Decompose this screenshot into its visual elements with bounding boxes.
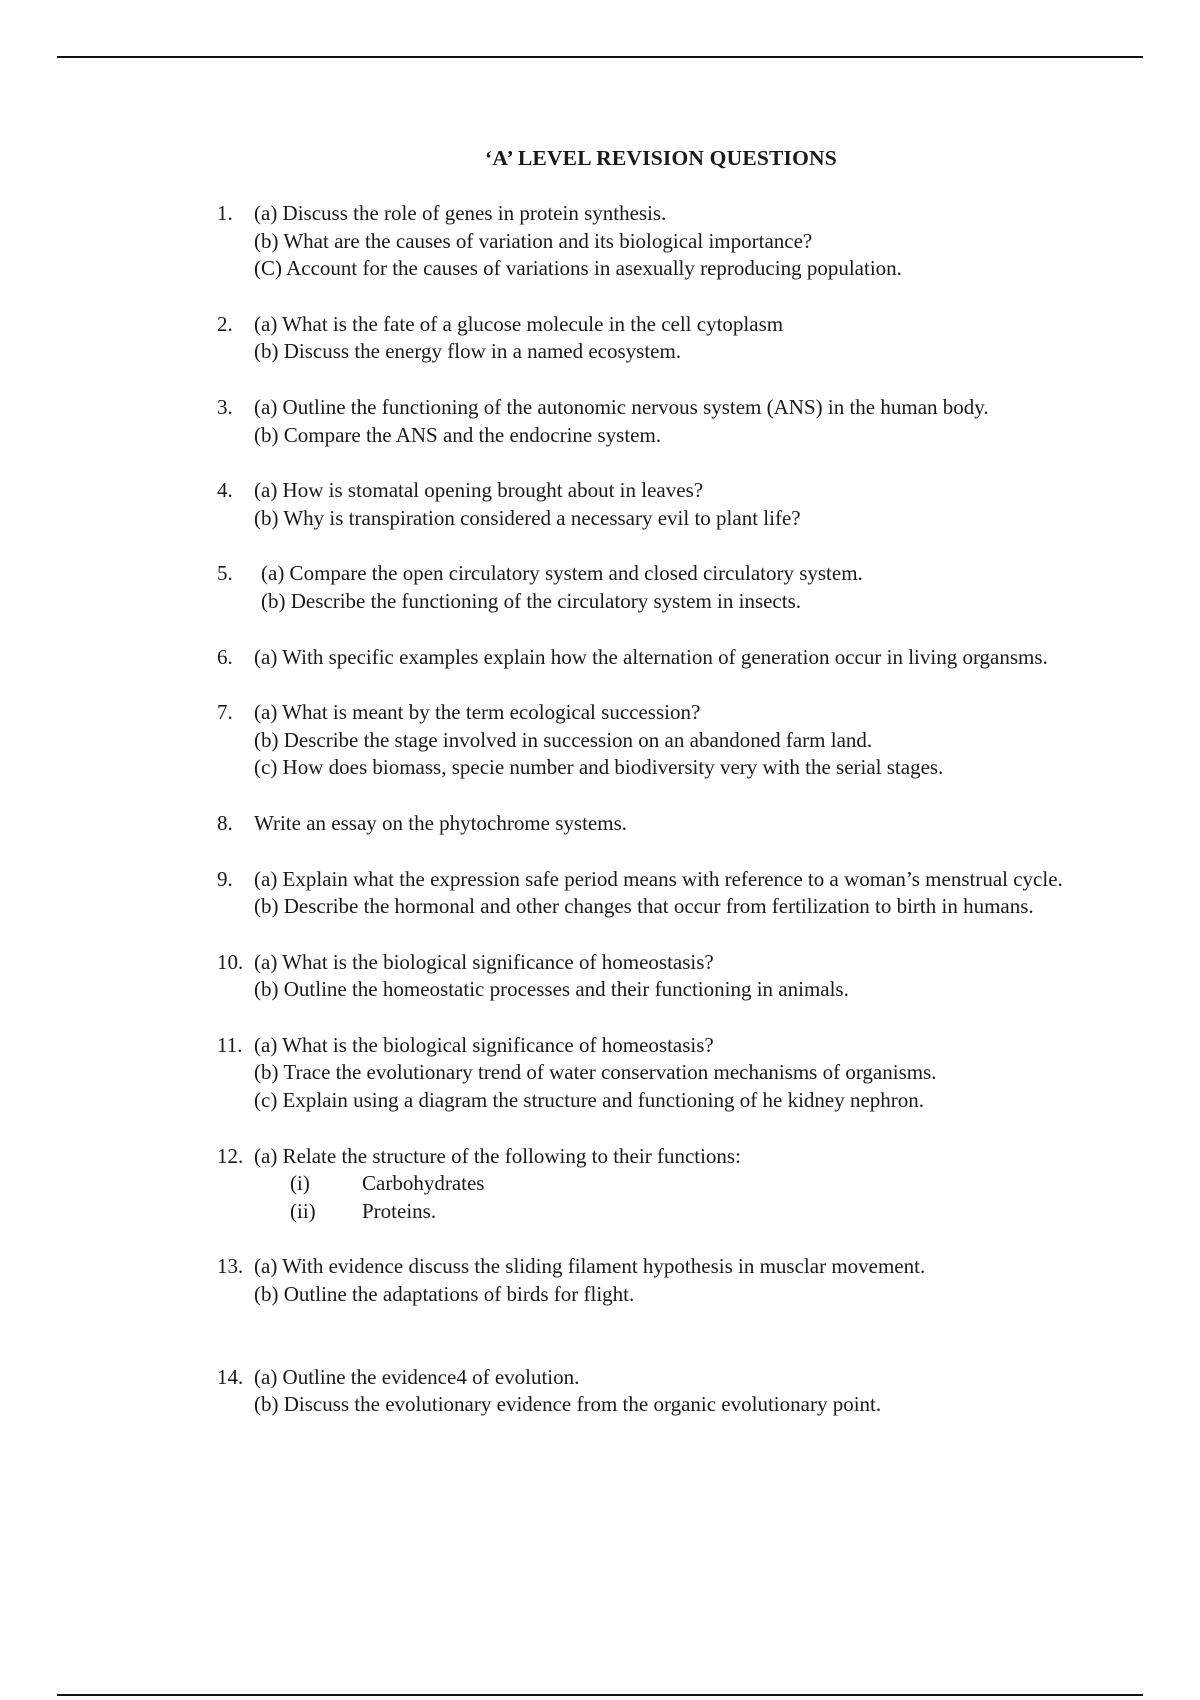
question-line: (b) Describe the hormonal and other changes that occur from fertilization to birth in humans. [254, 894, 1034, 919]
question-number: 3. [217, 394, 233, 419]
sub-item [254, 1198, 1147, 1226]
question-number: 12. [217, 1143, 244, 1168]
sub-item-text: Proteins. [362, 1198, 437, 1223]
question-line: (b) Trace the evolutionary trend of water conservation mechanisms of organisms. [254, 1060, 937, 1085]
question-11 [217, 1032, 1147, 1115]
question-14 [217, 1364, 1147, 1419]
question-line: (b) Discuss the evolutionary evidence from the organic evolutionary point. [254, 1392, 882, 1417]
question-line: (b) Compare the ANS and the endocrine system. [254, 422, 662, 447]
question-number: 6. [217, 644, 233, 669]
question-line: (a) Outline the functioning of the autonomic nervous system (ANS) in the human body. [254, 394, 989, 419]
question-line: (b) Describe the functioning of the circulatory system in insects. [261, 588, 802, 613]
question-4 [217, 477, 1147, 532]
question-line: (b) Outline the homeostatic processes and their functioning in animals. [254, 977, 849, 1002]
question-number: 7. [217, 700, 233, 725]
question-line: (C) Account for the causes of variations in asexually reproducing population. [254, 256, 902, 281]
question-number: 2. [217, 311, 233, 336]
question-number: 11. [217, 1032, 243, 1057]
question-line: (b) Describe the stage involved in succession on an abandoned farm land. [254, 727, 873, 752]
top-rule [57, 56, 1143, 58]
question-3 [217, 394, 1147, 449]
question-9 [217, 866, 1154, 921]
question-line: (a) Compare the open circulatory system and closed circulatory system. [261, 561, 863, 586]
question-5 [217, 560, 1147, 615]
question-line: (b) What are the causes of variation and its biological importance? [254, 228, 813, 253]
question-line: (a) Outline the evidence4 of evolution. [254, 1364, 580, 1389]
question-line: (a) What is the biological significance of homeostasis? [254, 1032, 714, 1057]
question-12 [217, 1143, 1147, 1226]
question-line: (a) What is the biological significance of homeostasis? [254, 949, 714, 974]
question-line: (a) Relate the structure of the following to their functions: [254, 1143, 741, 1168]
question-number: 4. [217, 478, 233, 503]
question-line: (c) How does biomass, specie number and biodiversity very with the serial stages. [254, 755, 944, 780]
question-number: 13. [217, 1254, 244, 1279]
question-line: (a) With specific examples explain how the alternation of generation occur in living organsms. [254, 644, 1048, 669]
question-line: (b) Why is transpiration considered a necessary evil to plant life? [254, 505, 801, 530]
page-title: ‘A’ LEVEL REVISION QUESTIONS [485, 146, 837, 170]
question-line: Write an essay on the phytochrome systems. [254, 810, 627, 835]
question-2 [217, 311, 1147, 366]
sub-item-text: Carbohydrates [362, 1171, 485, 1196]
question-line: (b) Discuss the energy flow in a named ecosystem. [254, 339, 682, 364]
question-number: 14. [217, 1364, 244, 1389]
question-line: (a) What is the fate of a glucose molecule in the cell cytoplasm [254, 311, 784, 336]
question-number: 9. [217, 866, 233, 891]
question-line: (b) Outline the adaptations of birds for flight. [254, 1282, 635, 1307]
question-line: (a) How is stomatal opening brought about in leaves? [254, 478, 704, 503]
question-13 [217, 1253, 1147, 1308]
question-number: 8. [217, 810, 233, 835]
question-line: (a) What is meant by the term ecological succession? [254, 700, 701, 725]
question-list [217, 200, 1147, 1447]
bottom-rule [57, 1694, 1143, 1696]
question-line: (a) Discuss the role of genes in protein synthesis. [254, 201, 667, 225]
question-1 [217, 200, 1147, 283]
question-line: (a) Explain what the expression safe period means with reference to a woman’s menstrual cycle. [254, 866, 1063, 891]
question-10 [217, 949, 1147, 1004]
question-line: (a) With evidence discuss the sliding filament hypothesis in musclar movement. [254, 1254, 926, 1279]
sub-item-numeral: (i) [290, 1171, 310, 1196]
question-number: 1. [217, 201, 233, 225]
question-line: (c) Explain using a diagram the structure and functioning of he kidney nephron. [254, 1088, 925, 1113]
sub-item-numeral: (ii) [290, 1198, 316, 1223]
question-number: 5. [217, 561, 233, 586]
question-number: 10. [217, 949, 244, 974]
question-8 [217, 810, 1147, 838]
sub-item [254, 1170, 1147, 1198]
question-6 [217, 644, 1084, 672]
question-7 [217, 699, 1147, 782]
